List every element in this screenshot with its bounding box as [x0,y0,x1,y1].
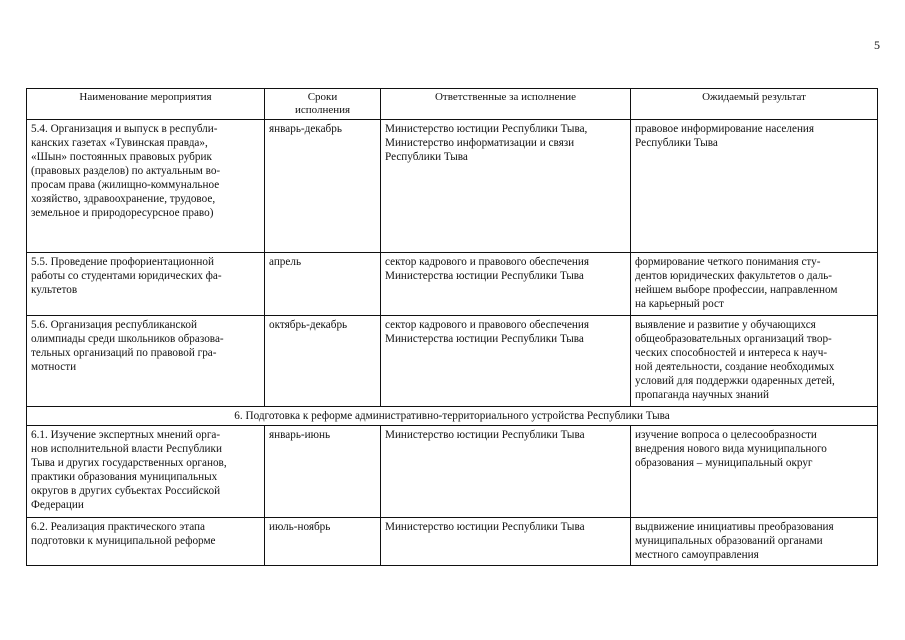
header-row [27,89,878,120]
event-name-cell: 6.1. Изучение экспертных мнений орга- нов исполнительной власти Республики Тыва и других государственных органов, практики образования муниципальных округов в других субъектах Российской Федерации [27,426,265,518]
result-cell: выявление и развитие у обучающихся общеобразовательных организаций твор- ческих способностей и интереса к науч- ной деятельности, создание необходимых условий для поддержки одаренных детей, пропаганда научных знаний [631,316,878,407]
deadline-cell: октябрь-декабрь [265,316,381,407]
section-row [27,407,878,426]
table-row [27,426,878,518]
result-cell: правовое информирование населения Республики Тыва [631,120,878,253]
table-body [27,120,878,566]
responsible-cell: сектор кадрового и правового обеспечения Министерства юстиции Республики Тыва [381,316,631,407]
deadline-cell: январь-июнь [265,426,381,518]
deadline-cell: январь-декабрь [265,120,381,253]
result-cell: формирование четкого понимания сту- дентов юридических факультетов о даль- нейшем выборе профессии, направленном на карьерный рост [631,253,878,316]
table-row [27,518,878,566]
header-event-name: Наименование мероприятия [27,89,265,120]
event-name-cell: 6.2. Реализация практического этапа подготовки к муниципальной реформе [27,518,265,566]
header-responsible: Ответственные за исполнение [381,89,631,120]
action-plan-table [26,88,878,566]
table-row [27,120,878,253]
responsible-cell: Министерство юстиции Республики Тыва, Министерство информатизации и связи Республики Тыва [381,120,631,253]
header-deadline: Сроки исполнения [265,89,381,120]
result-cell: изучение вопроса о целесообразности внедрения нового вида муниципального образования – муниципальный округ [631,426,878,518]
section-title: 6. Подготовка к реформе административно-территориального устройства Республики Тыва [27,407,878,426]
table-row [27,316,878,407]
deadline-cell: июль-ноябрь [265,518,381,566]
event-name-cell: 5.5. Проведение профориентационной работы со студентами юридических фа- культетов [27,253,265,316]
header-expected-result: Ожидаемый результат [631,89,878,120]
responsible-cell: Министерство юстиции Республики Тыва [381,426,631,518]
event-name-cell: 5.6. Организация республиканской олимпиады среди школьников образова- тельных организаций по правовой гра- мотности [27,316,265,407]
table-row [27,253,878,316]
table-header [27,89,878,120]
event-name-cell: 5.4. Организация и выпуск в республи- канских газетах «Тувинская правда», «Шын» постоянных правовых рубрик (правовых разделов) по актуальным во- просам права (жилищно-коммунальное хозяйство, здравоохранение, трудовое, земельное и природоресурсное право) [27,120,265,253]
responsible-cell: Министерство юстиции Республики Тыва [381,518,631,566]
responsible-cell: сектор кадрового и правового обеспечения Министерства юстиции Республики Тыва [381,253,631,316]
page-number: 5 [874,38,880,52]
deadline-cell: апрель [265,253,381,316]
result-cell: выдвижение инициативы преобразования муниципальных образований органами местного самоуправления [631,518,878,566]
